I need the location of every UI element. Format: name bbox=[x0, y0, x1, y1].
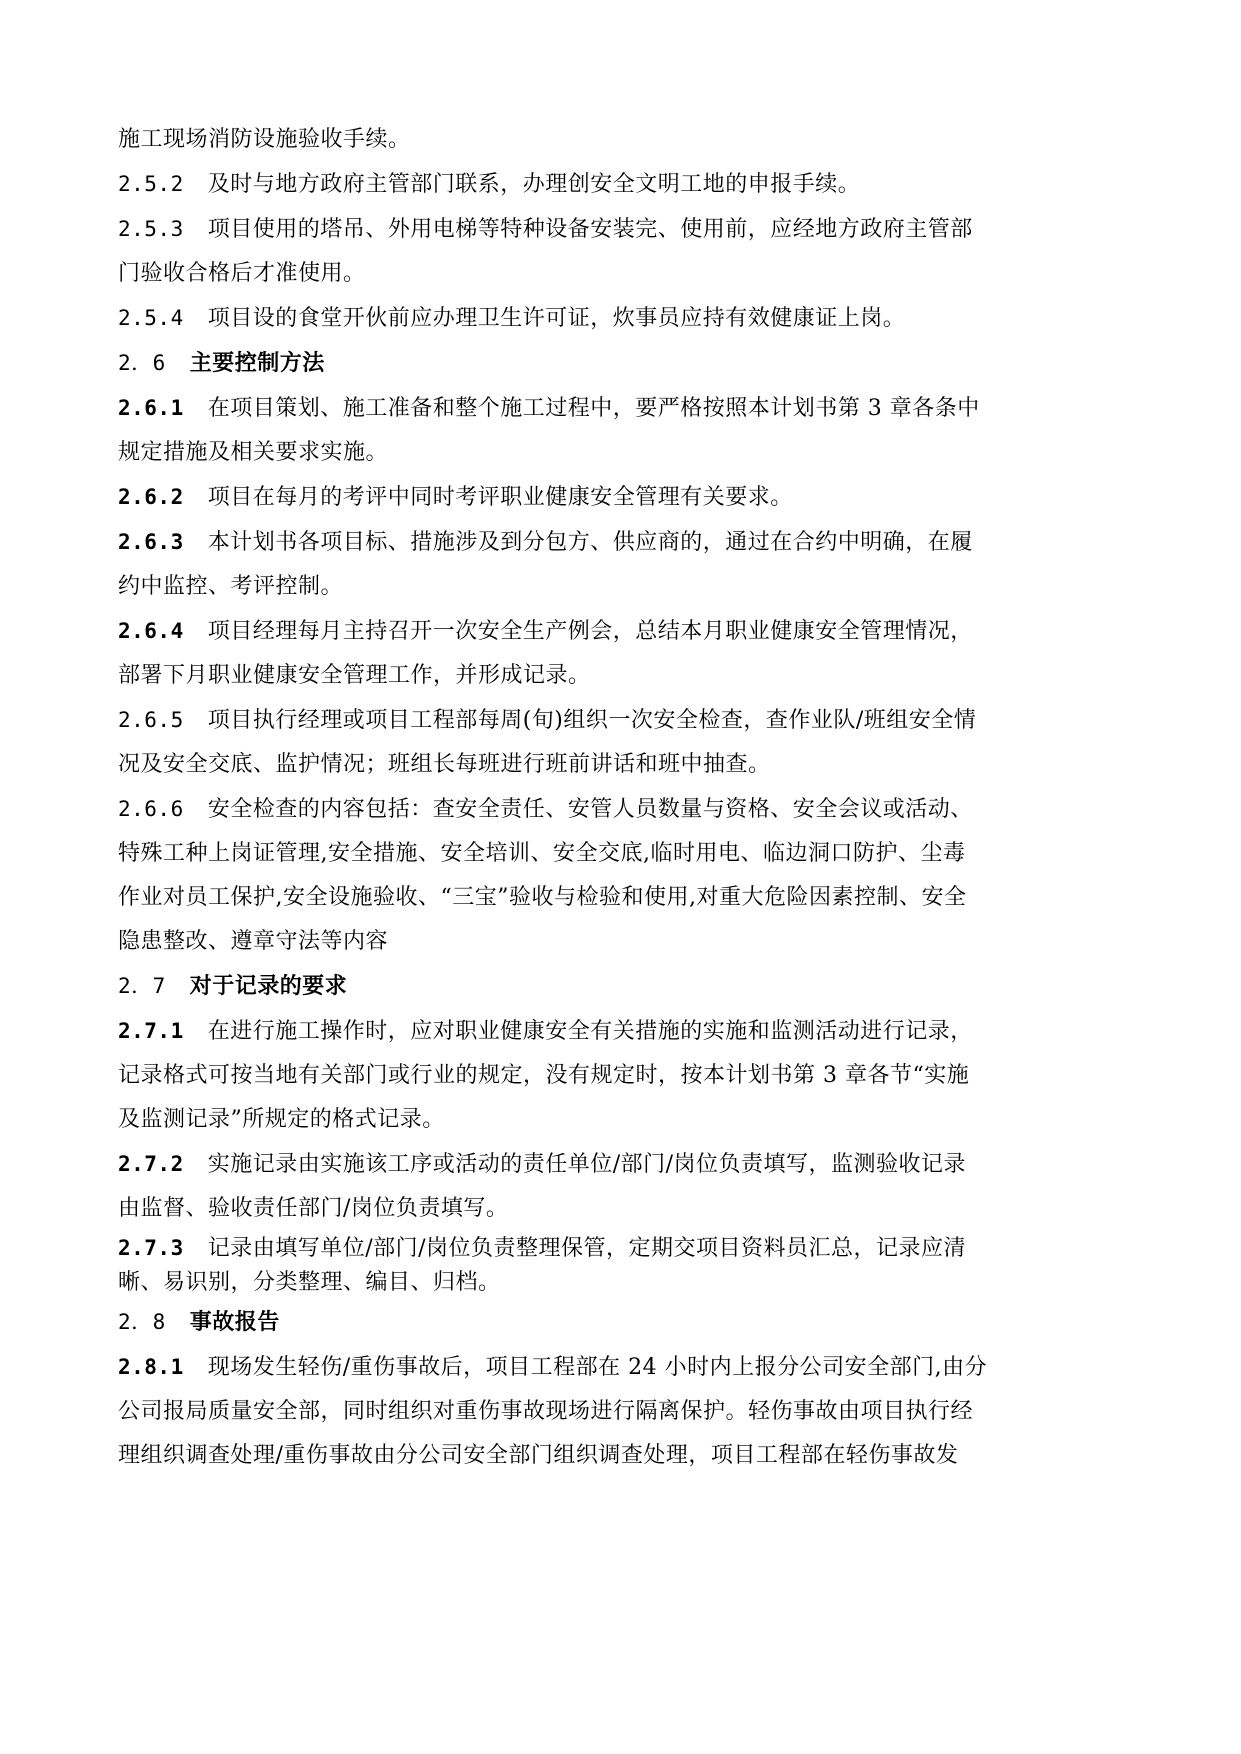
clause-text: 部署下月职业健康安全管理工作，并形成记录。 bbox=[118, 663, 591, 688]
clause-text: 项目使用的塔吊、外用电梯等特种设备安装完、使用前，应经地方政府主管部 bbox=[207, 217, 973, 242]
clause-number: 2.6.3 bbox=[118, 530, 184, 554]
clause-text: 实施记录由实施该工序或活动的责任单位/部门/岗位负责填写，监测验收记录 bbox=[207, 1152, 967, 1177]
clause-text: 及时与地方政府主管部门联系，办理创安全文明工地的申报手续。 bbox=[207, 172, 861, 197]
document-page bbox=[118, 118, 1078, 1478]
clause-text: 及监测记录”所规定的格式记录。 bbox=[118, 1107, 445, 1132]
clause-text: 理组织调查处理/重伤事故由分公司安全部门组织调查处理，项目工程部在轻伤事故发 bbox=[118, 1443, 959, 1468]
clause-text: 项目执行经理或项目工程部每周(旬)组织一次安全检查，查作业队/班组安全情 bbox=[207, 708, 977, 733]
clause-text: 在进行施工操作时，应对职业健康安全有关措施的实施和监测活动进行记录， bbox=[207, 1019, 973, 1044]
clause-number: 2.6.1 bbox=[118, 396, 184, 420]
clause-number: 2.7.1 bbox=[118, 1019, 184, 1043]
paragraph bbox=[118, 118, 1078, 162]
clause-2-7-3 bbox=[118, 1231, 1078, 1300]
section-heading-2-8 bbox=[118, 1300, 1078, 1345]
clause-text: 记录格式可按当地有关部门或行业的规定，没有规定时，按本计划书第 3 章各节“实施 bbox=[118, 1063, 970, 1088]
clause-number: 2.8.1 bbox=[118, 1355, 184, 1379]
clause-number: 2.7.3 bbox=[118, 1236, 184, 1260]
clause-2-7-2 bbox=[118, 1142, 1078, 1231]
clause-text: 项目经理每月主持召开一次安全生产例会，总结本月职业健康安全管理情况， bbox=[207, 619, 973, 644]
clause-2-6-6 bbox=[118, 787, 1078, 964]
section-number: 2．6 bbox=[118, 351, 166, 375]
clause-text: 在项目策划、施工准备和整个施工过程中，要严格按照本计划书第 3 章各条中 bbox=[207, 396, 980, 421]
clause-number: 2.6.4 bbox=[118, 619, 184, 643]
section-title: 事故报告 bbox=[189, 1310, 280, 1335]
clause-text: 项目设的食堂开伙前应办理卫生许可证，炊事员应持有效健康证上岗。 bbox=[207, 306, 906, 331]
clause-number: 2.6.5 bbox=[118, 708, 184, 732]
clause-number: 2.6.2 bbox=[118, 485, 184, 509]
clause-text: 记录由填写单位/部门/岗位负责整理保管，定期交项目资料员汇总，记录应清 bbox=[207, 1236, 967, 1261]
clause-2-5-3 bbox=[118, 207, 1078, 296]
section-number: 2．8 bbox=[118, 1310, 166, 1334]
clause-text: 公司报局质量安全部，同时组织对重伤事故现场进行隔离保护。轻伤事故由项目执行经 bbox=[118, 1399, 974, 1424]
clause-text: 安全检查的内容包括：查安全责任、安管人员数量与资格、安全会议或活动、 bbox=[207, 797, 973, 822]
clause-2-5-2 bbox=[118, 162, 1078, 207]
clause-2-7-1 bbox=[118, 1009, 1078, 1142]
clause-text: 晰、易识别，分类整理、编目、归档。 bbox=[118, 1270, 501, 1295]
clause-number: 2.7.2 bbox=[118, 1152, 184, 1176]
clause-2-6-1 bbox=[118, 386, 1078, 475]
section-heading-2-6 bbox=[118, 341, 1078, 386]
section-number: 2．7 bbox=[118, 974, 166, 998]
clause-text: 现场发生轻伤/重伤事故后，项目工程部在 24 小时内上报分公司安全部门,由分 bbox=[207, 1355, 988, 1380]
clause-text: 作业对员工保护,安全设施验收、“三宝”验收与检验和使用,对重大危险因素控制、安全 bbox=[118, 885, 967, 910]
section-heading-2-7 bbox=[118, 964, 1078, 1009]
section-title: 对于记录的要求 bbox=[189, 974, 348, 999]
clause-text: 特殊工种上岗证管理,安全措施、安全培训、安全交底,临时用电、临边洞口防护、尘毒 bbox=[118, 841, 966, 866]
clause-number: 2.5.3 bbox=[118, 217, 184, 241]
clause-text: 规定措施及相关要求实施。 bbox=[118, 440, 389, 465]
clause-2-6-4 bbox=[118, 609, 1078, 698]
clause-text: 况及安全交底、监护情况；班组长每班进行班前讲话和班中抽查。 bbox=[118, 752, 771, 777]
clause-number: 2.5.4 bbox=[118, 306, 184, 330]
clause-2-6-2 bbox=[118, 475, 1078, 520]
clause-number: 2.5.2 bbox=[118, 172, 184, 196]
clause-2-6-5 bbox=[118, 698, 1078, 787]
clause-text: 门验收合格后才准使用。 bbox=[118, 261, 366, 286]
clause-text: 本计划书各项目标、措施涉及到分包方、供应商的，通过在合约中明确，在履 bbox=[207, 530, 973, 555]
clause-text: 隐患整改、遵章守法等内容 bbox=[118, 929, 389, 954]
clause-text: 由监督、验收责任部门/岗位负责填写。 bbox=[118, 1196, 509, 1221]
clause-number: 2.6.6 bbox=[118, 797, 184, 821]
section-title: 主要控制方法 bbox=[189, 351, 325, 376]
clause-2-8-1 bbox=[118, 1345, 1078, 1478]
paragraph-text: 施工现场消防设施验收手续。 bbox=[118, 127, 411, 152]
clause-text: 项目在每月的考评中同时考评职业健康安全管理有关要求。 bbox=[207, 485, 793, 510]
clause-2-6-3 bbox=[118, 520, 1078, 609]
clause-text: 约中监控、考评控制。 bbox=[118, 574, 344, 599]
clause-2-5-4 bbox=[118, 296, 1078, 341]
